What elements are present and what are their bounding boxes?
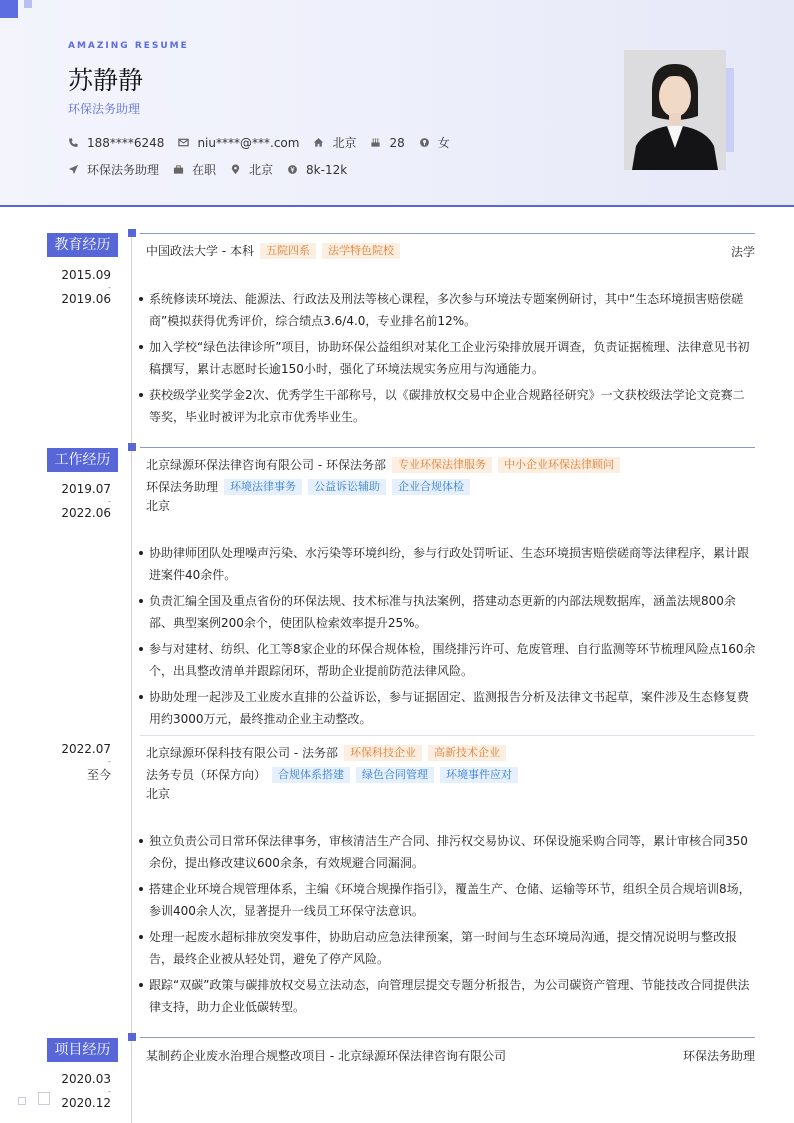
list-item: 获校级学业奖学金2次、优秀学生干部称号，以《碳排放权交易中企业合规路径研究》一文获校级法学论文竞赛二等奖，毕业时被评为北京市优秀毕业生。 (138, 384, 756, 428)
resume-header (0, 0, 794, 207)
job-position: 环保法务助理 (146, 480, 219, 494)
mail-icon (178, 137, 189, 148)
timeline-line (131, 232, 132, 1123)
position-tag: 绿色合同管理 (356, 767, 434, 783)
job-position-row (146, 478, 470, 495)
salary-item (287, 163, 347, 177)
job-company: 北京绿源环保法律咨询有限公司 - 环保法务部 (146, 458, 386, 472)
job-end-date: 2022.06 (61, 506, 111, 520)
job-end-date: 至今 (86, 768, 111, 782)
section-divider (140, 447, 755, 448)
cake-icon (370, 137, 381, 148)
job-company-row (146, 744, 506, 761)
decoration-square (18, 1097, 26, 1105)
corner-decoration (0, 0, 18, 18)
candidate-name: 苏静静 (68, 66, 144, 95)
position-tag: 企业合规体检 (392, 479, 470, 495)
project-start-date: 2020.03 (61, 1072, 111, 1086)
date-separator: - (108, 757, 111, 766)
education-start-date: 2015.09 (61, 268, 111, 282)
company-tag: 环保科技企业 (344, 745, 422, 761)
intended-job-text: 环保法务助理 (87, 163, 160, 177)
company-tag: 中小企业环保法律顾问 (498, 457, 620, 473)
job-company-row (146, 456, 620, 473)
position-tag: 公益诉讼辅助 (308, 479, 386, 495)
company-tag: 专业环保法律服务 (392, 457, 492, 473)
intention-row (68, 161, 361, 178)
education-bullets (138, 288, 756, 432)
email-item (178, 136, 299, 150)
project-name-row (146, 1047, 506, 1064)
project-end-date: 2020.12 (61, 1096, 111, 1110)
section-marker (128, 443, 136, 451)
gender-text: 女 (437, 136, 450, 150)
age-text: 28 (389, 135, 405, 150)
location-pin-icon (230, 164, 241, 175)
section-divider (140, 233, 755, 234)
project-role: 环保法务助理 (682, 1049, 755, 1063)
phone-text: 188****6248 (87, 135, 165, 150)
list-item: 系统修读环境法、能源法、行政法及刑法等核心课程，多次参与环境法专题案例研讨，其中“生态环境损害赔偿磋商”模拟获得优秀评价，综合绩点3.6/4.0，专业排名前12%。 (138, 288, 756, 332)
contact-row (68, 134, 464, 151)
projects-section-label: 项目经历 (47, 1038, 118, 1062)
decoration-square (38, 1092, 50, 1105)
job-bullets (138, 542, 756, 734)
candidate-job-title: 环保法务助理 (68, 102, 141, 116)
company-tag: 高新技术企业 (428, 745, 506, 761)
job-company: 北京绿源环保科技有限公司 - 法务部 (146, 746, 338, 760)
corner-decoration-small (24, 0, 32, 8)
phone-item (68, 136, 164, 150)
status-item (173, 161, 216, 178)
status-text: 在职 (192, 163, 217, 177)
money-icon (287, 164, 298, 175)
list-item: 参与对建材、纺织、化工等8家企业的环保合规体检，围绕排污许可、危废管理、自行监测等环节梳理风险点160余个，出具整改清单并跟踪闭环，帮助企业提前防范法律风险。 (138, 638, 756, 682)
position-tag: 合规体系搭建 (272, 767, 350, 783)
education-school: 中国政法大学 - 本科 (146, 244, 254, 258)
phone-icon (68, 137, 79, 148)
hometown-text: 北京 (332, 136, 357, 150)
job-location-text: 北京 (146, 787, 171, 801)
date-separator: - (108, 497, 111, 506)
city-text: 北京 (249, 163, 274, 177)
job-location-text: 北京 (146, 499, 171, 513)
position-tag: 环境法律事务 (224, 479, 302, 495)
salary-text: 8k-12k (306, 162, 348, 177)
list-item: 独立负责公司日常环保法律事务，审核清洁生产合同、排污权交易协议、环保设施采购合同等，累计审核合同350余份，提出修改建议600余条，有效规避合同漏洞。 (138, 830, 756, 874)
education-end-date: 2019.06 (61, 292, 111, 306)
brand-text: AMAZING RESUME (68, 41, 189, 51)
age-item (370, 136, 404, 150)
hometown-item (313, 134, 356, 151)
job-position: 法务专员（环保方向） (146, 768, 267, 782)
school-tag: 五院四系 (260, 243, 316, 259)
gender-item (419, 134, 450, 151)
school-tag: 法学特色院校 (322, 243, 400, 259)
job-location (146, 785, 170, 802)
education-school-row (146, 242, 400, 259)
city-item (230, 161, 273, 178)
list-item: 协助律师团队处理噪声污染、水污染等环境纠纷，参与行政处罚听证、生态环境损害赔偿磋商等法律程序，累计跟进案件40余件。 (138, 542, 756, 586)
list-item: 负责汇编全国及重点省份的环保法规、技术标准与执法案例，搭建动态更新的内部法规数据库，涵盖法规800余部、典型案例200余个，使团队检索效率提升25%。 (138, 590, 756, 634)
date-separator: - (108, 1087, 111, 1096)
profile-photo (624, 50, 726, 170)
email-text: niu****@***.com (197, 135, 300, 150)
job-divider (140, 735, 755, 736)
job-location (146, 497, 170, 514)
intended-job-item (68, 161, 159, 178)
section-divider (140, 1037, 755, 1038)
job-start-date: 2022.07 (61, 742, 111, 756)
work-section-label: 工作经历 (47, 448, 118, 472)
briefcase-icon (173, 164, 184, 175)
list-item: 处理一起废水超标排放突发事件，协助启动应急法律预案，第一时间与生态环境局沟通，提交情况说明与整改报告，最终企业被从轻处罚，避免了停产风险。 (138, 926, 756, 970)
list-item: 加入学校“绿色法律诊所”项目，协助环保公益组织对某化工企业污染排放展开调查，负责证据梳理、法律意见书初稿撰写，累计志愿时长逾150小时，强化了环境法规实务应用与沟通能力。 (138, 336, 756, 380)
job-position-row (146, 766, 518, 783)
position-tag: 环境事件应对 (440, 767, 518, 783)
list-item: 搭建企业环境合规管理体系，主编《环境合规操作指引》，覆盖生产、仓储、运输等环节，组织全员合规培训8场，参训400余人次，显著提升一线员工环保守法意识。 (138, 878, 756, 922)
education-section-label: 教育经历 (47, 233, 118, 257)
education-major: 法学 (730, 245, 755, 259)
home-icon (313, 137, 324, 148)
section-marker (128, 229, 136, 237)
section-marker (128, 1033, 136, 1041)
job-bullets (138, 830, 756, 1022)
job-start-date: 2019.07 (61, 482, 111, 496)
gender-icon (419, 137, 430, 148)
project-name: 某制药企业废水治理合规整改项目 - 北京绿源环保法律咨询有限公司 (146, 1049, 506, 1063)
date-separator: - (108, 283, 111, 292)
list-item: 协助处理一起涉及工业废水直排的公益诉讼，参与证据固定、监测报告分析及法律文书起草，案件涉及生态修复费用约3000万元，最终推动企业主动整改。 (138, 686, 756, 730)
send-icon (68, 164, 79, 175)
list-item: 跟踪“双碳”政策与碳排放权交易立法动态，向管理层提交专题分析报告，为公司碳资产管理、节能技改合同提供法律支持，助力企业低碳转型。 (138, 974, 756, 1018)
